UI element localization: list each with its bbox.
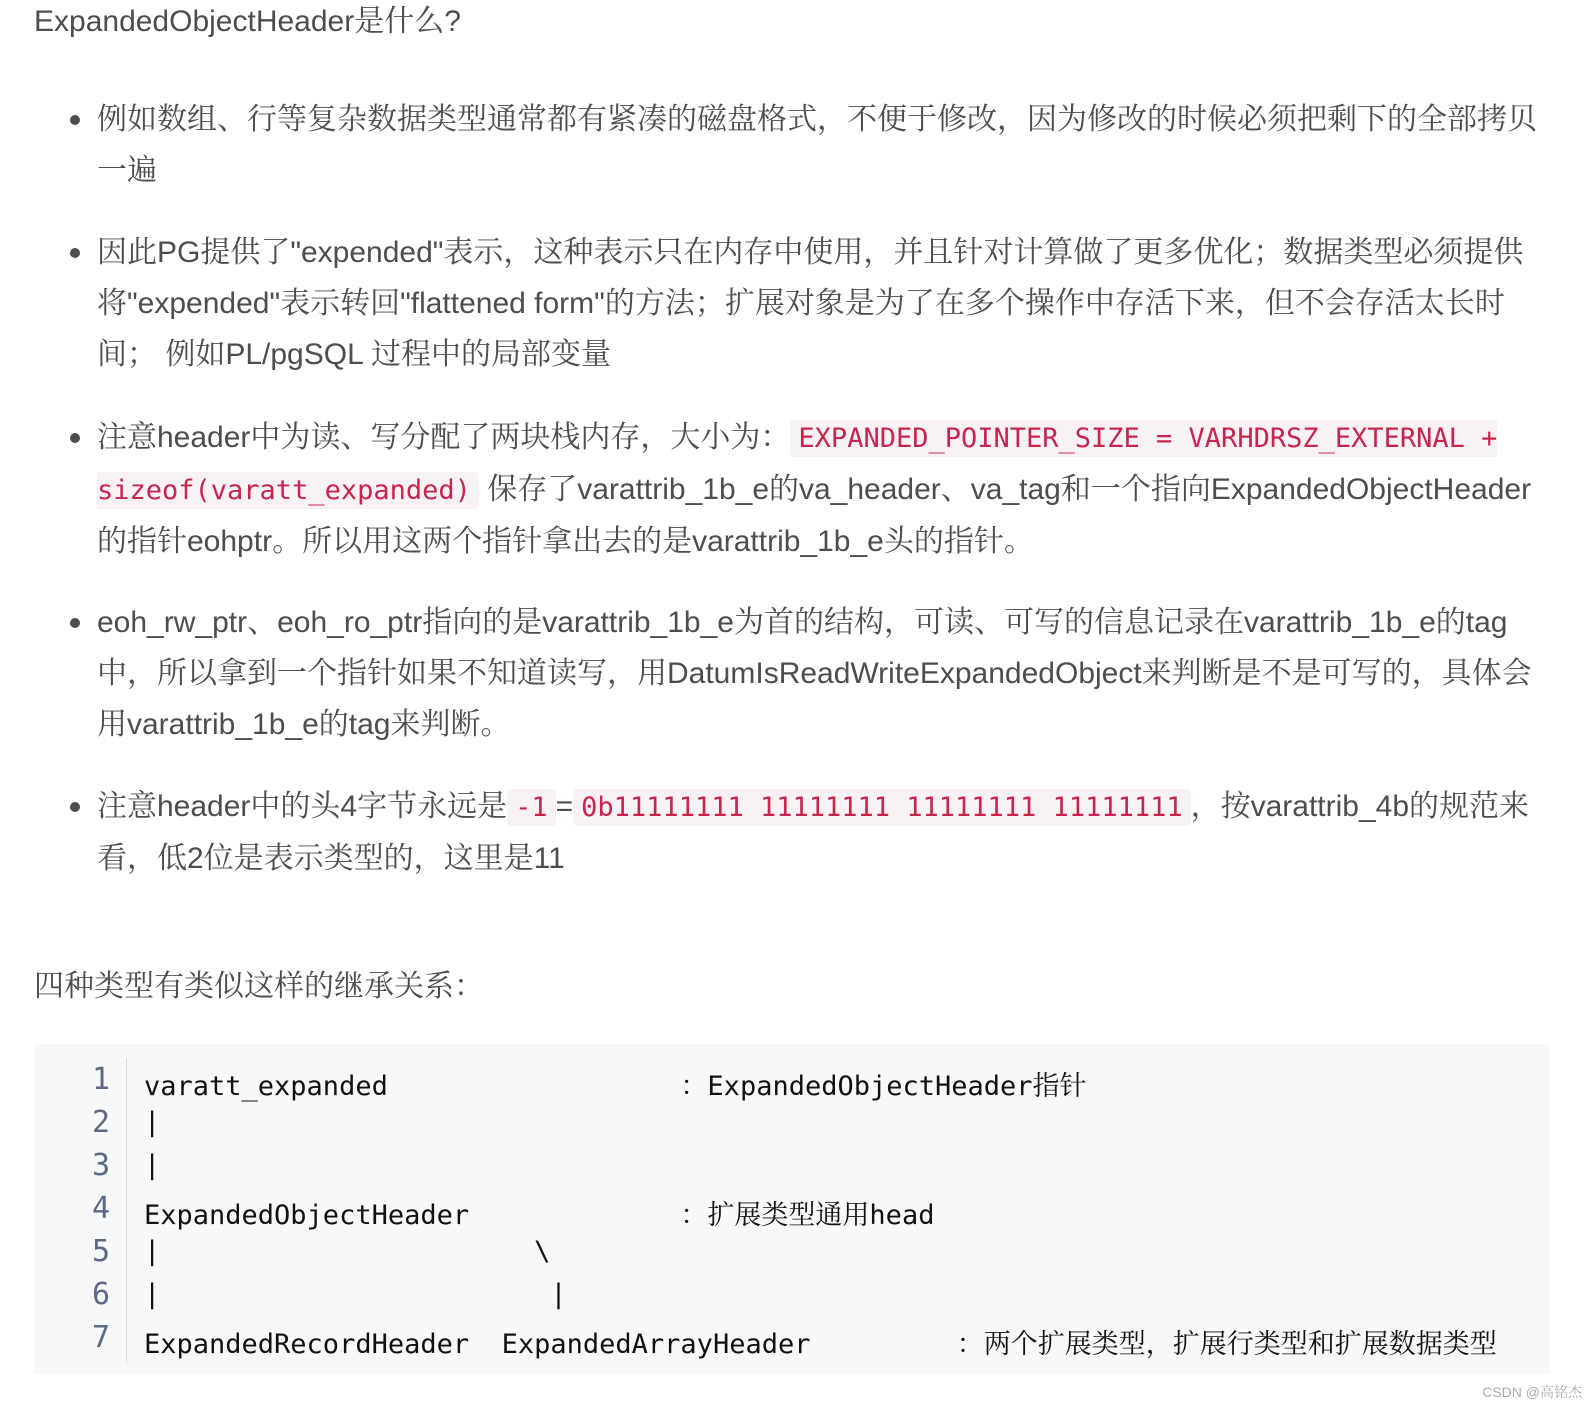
bullet-dot xyxy=(70,248,80,258)
section-heading: ExpandedObjectHeader是什么? xyxy=(34,5,461,38)
code-line: | xyxy=(144,1150,161,1181)
code-line: | | xyxy=(144,1279,567,1310)
bullet-dot xyxy=(70,115,80,125)
code-line: varatt_expanded ：ExpandedObjectHeader指针 xyxy=(144,1071,1087,1102)
list-item-text: 保存了varattrib_1b_e的va_header、va_tag和一个指向ExpandedObjectHeader的指针eohptr。所以用这两个指针拿出去的是varattrib_1b_e头的指针。 xyxy=(97,473,1532,558)
code-line: ExpandedRecordHeader ExpandedArrayHeader ：两个扩展类型，扩展行类型和扩展数据类型 xyxy=(144,1329,1497,1360)
list-item-text: 注意header中的头4字节永远是 xyxy=(97,790,508,823)
line-number: 5 xyxy=(91,1234,110,1269)
section-heading: 四种类型有类似这样的继承关系： xyxy=(34,970,484,1003)
list-item: 例如数组、行等复杂数据类型通常都有紧凑的磁盘格式，不便于修改，因为修改的时候必须把剩下的全部拷贝一遍 xyxy=(97,103,1537,187)
list-item: 因此PG提供了"expended"表示，这种表示只在内存中使用，并且针对计算做了更多优化；数据类型必须提供将"expended"表示转回"flattened form"的方法；扩展对象是为了在多个操作中存活下来，但不会存活太长时间； 例如PL/pgSQL 过程中的局部变量 xyxy=(97,236,1524,371)
list-item-text: 注意header中为读、写分配了两块栈内存，大小为： xyxy=(97,421,791,454)
code-block xyxy=(34,1044,1550,1374)
line-number: 4 xyxy=(91,1191,110,1226)
line-number: 7 xyxy=(91,1320,110,1355)
line-number: 2 xyxy=(91,1105,110,1140)
list-item xyxy=(97,412,1552,567)
line-number: 6 xyxy=(91,1277,110,1312)
list-item-text: ，按varattrib_4b的规范来看，低2位是表示类型的，这里是11 xyxy=(97,790,1530,875)
inline-code: EXPANDED_POINTER_SIZE = VARHDRSZ_EXTERNAL + sizeof(varatt_expanded) xyxy=(97,420,1497,509)
line-number: 1 xyxy=(91,1062,110,1097)
watermark: CSDN @高铭杰 xyxy=(1482,1384,1582,1400)
list-item-text: = xyxy=(555,790,574,823)
code-line: | xyxy=(144,1107,161,1138)
code-line: ExpandedObjectHeader ：扩展类型通用head xyxy=(144,1200,935,1231)
bullet-dot xyxy=(70,802,80,812)
inline-code: 0b11111111 11111111 11111111 11111111 xyxy=(573,789,1190,826)
line-number: 3 xyxy=(91,1148,110,1183)
bullet-dot xyxy=(70,618,80,628)
code-line: | \ xyxy=(144,1236,551,1267)
list-item: eoh_rw_ptr、eoh_ro_ptr指向的是varattrib_1b_e为首的结构，可读、可写的信息记录在varattrib_1b_e的tag中，所以拿到一个指针如果不知道读写，用DatumIsReadWriteExpandedObject来判断是不是可写的，具体会用varattrib_1b_e的tag来判断。 xyxy=(97,606,1532,741)
list-item xyxy=(97,781,1552,884)
inline-code: -1 xyxy=(507,789,556,826)
bullet-dot xyxy=(70,433,80,443)
line-number-gutter xyxy=(34,1058,127,1363)
